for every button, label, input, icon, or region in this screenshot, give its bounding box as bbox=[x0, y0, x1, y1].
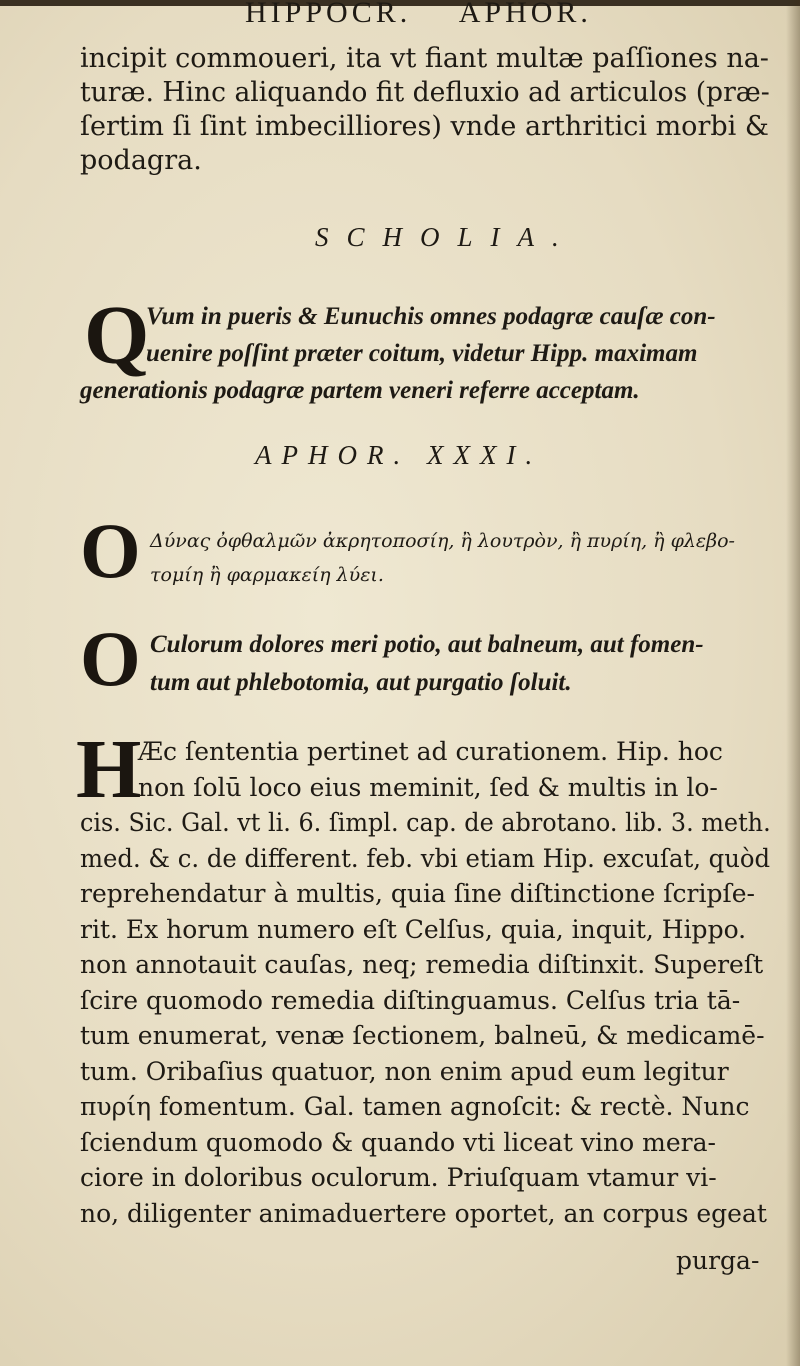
scholia-paragraph bbox=[80, 298, 770, 409]
scholia-drop-cap: Q bbox=[84, 289, 150, 382]
text-line: Vum in pueris & Eunuchis omnes podagræ cauſæ con- bbox=[146, 303, 716, 330]
text-line: generationis podagræ partem veneri referre acceptam. bbox=[80, 377, 640, 404]
greek-aphorism bbox=[150, 524, 790, 592]
commentary-paragraph bbox=[80, 734, 770, 1231]
latin-drop-cap: O bbox=[80, 615, 141, 702]
text-line: rit. Ex horum numero eſt Celſus, quia, inquit, Hippo. bbox=[80, 914, 747, 944]
text-line: incipit commoueri, ita vt fiant multæ paſſiones na- bbox=[80, 43, 769, 74]
header-word-author: HIPPOCR. bbox=[245, 0, 412, 29]
text-line: Δύνας ὀφθαλμῶν ἀκρητοποσίη, ἢ λουτρὸν, ἢ πυρίη, ἢ φλεβο- bbox=[150, 530, 735, 552]
text-line: τομίη ἢ φαρμακείη λύει. bbox=[150, 564, 384, 586]
text-line: Æc ſententia pertinet ad curationem. Hip. hoc bbox=[138, 737, 723, 766]
text-line: no, diligenter animaduertere oportet, an corpus egeat bbox=[80, 1198, 767, 1228]
text-line: med. & c. de different. feb. vbi etiam Hip. excuſat, quòd bbox=[80, 843, 771, 873]
text-line: reprehendatur à multis, quia ſine diſtinctione ſcripſe- bbox=[80, 879, 755, 908]
aphorism-heading: APHOR. XXXI. bbox=[255, 440, 543, 470]
intro-paragraph bbox=[80, 42, 770, 178]
text-line: πυρίη fomentum. Gal. tamen agnoſcit: & rectè. Nunc bbox=[80, 1092, 750, 1121]
text-line: non annotauit cauſas, neq; remedia diſtinxit. Supereſt bbox=[80, 950, 764, 979]
text-line: podagra. bbox=[80, 145, 202, 176]
text-line: tum aut phlebotomia, aut purgatio ſoluit. bbox=[150, 669, 572, 696]
text-line: ſciendum quomodo & quando vti liceat vino mera- bbox=[80, 1127, 716, 1157]
text-line: non ſolū loco eius meminit, ſed & multis in lo- bbox=[138, 772, 718, 802]
text-line: Culorum dolores meri potio, aut balneum, aut fomen- bbox=[150, 631, 704, 658]
latin-aphorism bbox=[150, 626, 790, 702]
commentary-drop-cap: H bbox=[76, 723, 142, 816]
text-line: ſcire quomodo remedia diſtinguamus. Celſus tria tā- bbox=[80, 985, 741, 1015]
text-line: ciore in doloribus oculorum. Priuſquam vtamur vi- bbox=[80, 1163, 717, 1192]
text-line: turæ. Hinc aliquando fit defluxio ad articulos (præ- bbox=[80, 77, 770, 108]
text-line: cis. Sic. Gal. vt li. 6. ſimpl. cap. de abrotano. lib. 3. meth. bbox=[80, 808, 771, 837]
scholia-heading: SCHOLIA. bbox=[315, 222, 577, 252]
text-line: uenire poſſint præter coitum, videtur Hipp. maximam bbox=[146, 340, 698, 367]
greek-drop-cap: O bbox=[80, 507, 141, 594]
text-line: tum. Oribaſius quatuor, non enim apud eum legitur bbox=[80, 1056, 729, 1086]
header-word-aphor: APHOR. bbox=[458, 0, 592, 29]
catchword: purga- bbox=[676, 1246, 760, 1275]
text-line: ſertim ſi ſint imbecilliores) vnde arthritici morbi & bbox=[80, 111, 769, 142]
running-header bbox=[245, 0, 675, 30]
text-line: tum enumerat, venæ ſectionem, balneū, & medicamē- bbox=[80, 1021, 765, 1050]
